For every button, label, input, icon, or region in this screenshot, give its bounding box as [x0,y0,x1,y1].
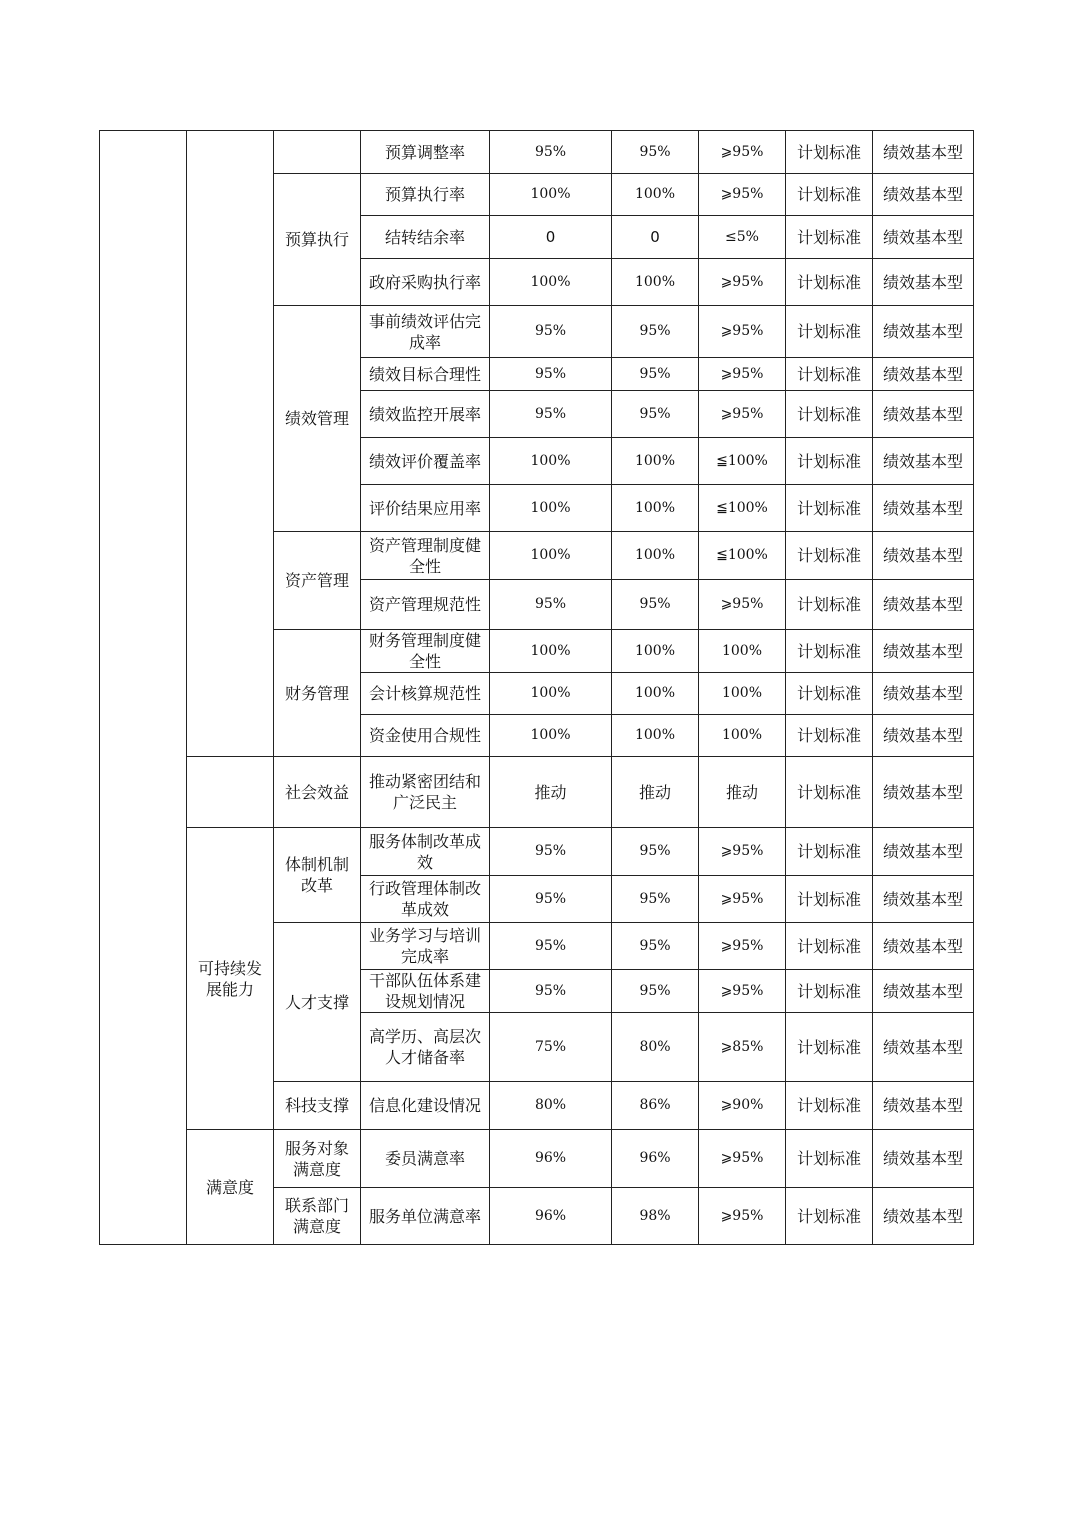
standard-cell: 计划标准 [786,532,873,580]
value1-cell: 96% [490,1130,612,1188]
subgroup-reform: 体制机制改革 [274,828,361,923]
indicator-cell: 委员满意率 [361,1130,490,1188]
subgroup-perf-mgmt: 绩效管理 [274,306,361,532]
indicator-cell: 推动紧密团结和广泛民主 [361,757,490,828]
type-cell: 绩效基本型 [873,580,974,630]
value2-cell: 100% [612,438,699,485]
indicator-cell: 绩效监控开展率 [361,391,490,438]
indicator-cell: 服务体制改革成效 [361,828,490,876]
target-cell: ⩾95% [699,876,786,923]
type-cell: 绩效基本型 [873,174,974,216]
type-cell: 绩效基本型 [873,673,974,715]
type-cell: 绩效基本型 [873,630,974,673]
group-satisfaction: 满意度 [187,1130,274,1245]
standard-cell: 计划标准 [786,1082,873,1130]
subgroup-talent: 人才支撑 [274,923,361,1082]
value2-cell: 98% [612,1188,699,1245]
type-cell: 绩效基本型 [873,923,974,970]
type-cell: 绩效基本型 [873,828,974,876]
target-cell: 推动 [699,757,786,828]
performance-indicator-table [99,130,974,1245]
value1-cell: 95% [490,391,612,438]
type-cell: 绩效基本型 [873,970,974,1013]
subgroup-budget-exec: 预算执行 [274,174,361,306]
level1-cell [100,131,187,1245]
subgroup-dept-sat: 联系部门满意度 [274,1188,361,1245]
type-cell: 绩效基本型 [873,438,974,485]
subgroup-asset-mgmt: 资产管理 [274,532,361,630]
standard-cell: 计划标准 [786,259,873,306]
standard-cell: 计划标准 [786,630,873,673]
value2-cell: 100% [612,532,699,580]
value1-cell: 100% [490,532,612,580]
indicator-cell: 信息化建设情况 [361,1082,490,1130]
value1-cell: 100% [490,174,612,216]
standard-cell: 计划标准 [786,1188,873,1245]
target-cell: ⩾95% [699,1130,786,1188]
indicator-cell: 政府采购执行率 [361,259,490,306]
type-cell: 绩效基本型 [873,532,974,580]
value1-cell: 95% [490,358,612,391]
indicator-cell: 资产管理制度健全性 [361,532,490,580]
group-sustainable: 可持续发展能力 [187,828,274,1130]
type-cell: 绩效基本型 [873,1130,974,1188]
standard-cell: 计划标准 [786,1130,873,1188]
indicator-cell: 资产管理规范性 [361,580,490,630]
value1-cell: 100% [490,485,612,532]
value2-cell: 95% [612,391,699,438]
type-cell: 绩效基本型 [873,1082,974,1130]
value2-cell: 100% [612,485,699,532]
value1-cell: 100% [490,673,612,715]
value1-cell: 95% [490,580,612,630]
subgroup-service-sat: 服务对象满意度 [274,1130,361,1188]
value1-cell: 95% [490,306,612,358]
value2-cell: 95% [612,970,699,1013]
value1-cell: 100% [490,630,612,673]
target-cell: ⩾85% [699,1013,786,1082]
standard-cell: 计划标准 [786,1013,873,1082]
standard-cell: 计划标准 [786,757,873,828]
value2-cell: 100% [612,259,699,306]
target-cell: ≦100% [699,485,786,532]
target-cell: ⩾95% [699,174,786,216]
indicator-cell: 资金使用合规性 [361,715,490,757]
target-cell: ≦100% [699,438,786,485]
target-cell: 100% [699,673,786,715]
standard-cell: 计划标准 [786,485,873,532]
type-cell: 绩效基本型 [873,715,974,757]
indicator-cell: 绩效评价覆盖率 [361,438,490,485]
target-cell: ⩾95% [699,131,786,174]
target-cell: ≤5% [699,216,786,259]
indicator-cell: 行政管理体制改革成效 [361,876,490,923]
value2-cell: 100% [612,630,699,673]
target-cell: 100% [699,715,786,757]
target-cell: ⩾95% [699,306,786,358]
value1-cell: 96% [490,1188,612,1245]
value1-cell: 100% [490,715,612,757]
type-cell: 绩效基本型 [873,1188,974,1245]
standard-cell: 计划标准 [786,306,873,358]
subgroup-finance-mgmt: 财务管理 [274,630,361,757]
table-row [100,757,974,828]
value2-cell: 95% [612,580,699,630]
value2-cell: 100% [612,673,699,715]
standard-cell: 计划标准 [786,876,873,923]
value1-cell: 95% [490,828,612,876]
target-cell: ⩾95% [699,828,786,876]
value1-cell: 75% [490,1013,612,1082]
value2-cell: 95% [612,358,699,391]
indicator-cell: 结转结余率 [361,216,490,259]
indicator-cell: 绩效目标合理性 [361,358,490,391]
standard-cell: 计划标准 [786,580,873,630]
type-cell: 绩效基本型 [873,876,974,923]
type-cell: 绩效基本型 [873,216,974,259]
standard-cell: 计划标准 [786,438,873,485]
value1-cell: 100% [490,259,612,306]
standard-cell: 计划标准 [786,216,873,259]
value2-cell: 80% [612,1013,699,1082]
table-row [100,1130,974,1188]
value1-cell: 80% [490,1082,612,1130]
type-cell: 绩效基本型 [873,485,974,532]
standard-cell: 计划标准 [786,131,873,174]
type-cell: 绩效基本型 [873,391,974,438]
standard-cell: 计划标准 [786,358,873,391]
value1-cell: 95% [490,131,612,174]
target-cell: ⩾95% [699,923,786,970]
standard-cell: 计划标准 [786,673,873,715]
indicator-cell: 干部队伍体系建设规划情况 [361,970,490,1013]
value2-cell: 推动 [612,757,699,828]
value1-cell: 95% [490,876,612,923]
standard-cell: 计划标准 [786,923,873,970]
target-cell: ⩾95% [699,391,786,438]
level2-cell [187,131,274,757]
standard-cell: 计划标准 [786,715,873,757]
indicator-cell: 会计核算规范性 [361,673,490,715]
type-cell: 绩效基本型 [873,131,974,174]
value1-cell: 95% [490,923,612,970]
target-cell: ≦100% [699,532,786,580]
table-row [100,131,974,174]
value2-cell: 96% [612,1130,699,1188]
value2-cell: 95% [612,923,699,970]
subgroup-social-benefit: 社会效益 [274,757,361,828]
value2-cell: 0 [612,216,699,259]
target-cell: ⩾95% [699,1188,786,1245]
value2-cell: 95% [612,306,699,358]
indicator-cell: 事前绩效评估完成率 [361,306,490,358]
table-row [100,828,974,876]
type-cell: 绩效基本型 [873,1013,974,1082]
value1-cell: 推动 [490,757,612,828]
value2-cell: 86% [612,1082,699,1130]
target-cell: ⩾95% [699,259,786,306]
standard-cell: 计划标准 [786,391,873,438]
value1-cell: 95% [490,970,612,1013]
value1-cell: 100% [490,438,612,485]
value2-cell: 100% [612,715,699,757]
value2-cell: 100% [612,174,699,216]
standard-cell: 计划标准 [786,828,873,876]
type-cell: 绩效基本型 [873,259,974,306]
type-cell: 绩效基本型 [873,757,974,828]
target-cell: ⩾95% [699,580,786,630]
indicator-cell: 服务单位满意率 [361,1188,490,1245]
standard-cell: 计划标准 [786,970,873,1013]
indicator-cell: 高学历、高层次人才储备率 [361,1013,490,1082]
subgroup-tech: 科技支撑 [274,1082,361,1130]
indicator-cell: 预算调整率 [361,131,490,174]
target-cell: ⩾95% [699,358,786,391]
target-cell: ⩾90% [699,1082,786,1130]
level2-cell [187,757,274,828]
indicator-cell: 财务管理制度健全性 [361,630,490,673]
indicator-cell: 评价结果应用率 [361,485,490,532]
target-cell: 100% [699,630,786,673]
indicator-cell: 预算执行率 [361,174,490,216]
value2-cell: 95% [612,131,699,174]
value2-cell: 95% [612,828,699,876]
type-cell: 绩效基本型 [873,358,974,391]
level3-cell [274,131,361,174]
target-cell: ⩾95% [699,970,786,1013]
value1-cell: 0 [490,216,612,259]
type-cell: 绩效基本型 [873,306,974,358]
value2-cell: 95% [612,876,699,923]
standard-cell: 计划标准 [786,174,873,216]
indicator-cell: 业务学习与培训完成率 [361,923,490,970]
